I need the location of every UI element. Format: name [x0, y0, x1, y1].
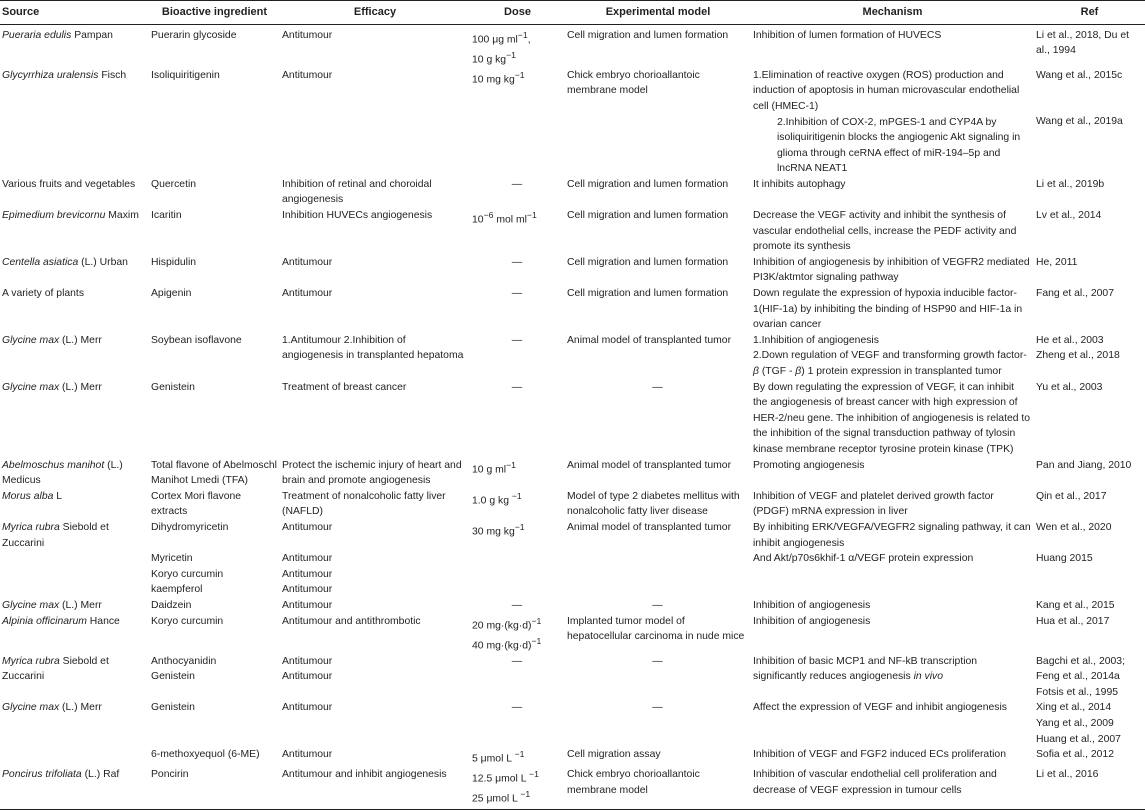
ref-cell: Qin et al., 2017	[1036, 490, 1107, 502]
ref-cell: Fang et al., 2007	[1036, 288, 1114, 300]
ref-cell: Li et al., 2018, Du et al., 1994	[1036, 29, 1129, 57]
efficacy-cell: 1.Antitumour 2.Inhibition of angiogenesis in transplanted hepatoma	[282, 334, 464, 362]
source-cell: Various fruits and vegetables	[2, 178, 136, 190]
table-row	[0, 551, 1145, 598]
mechanism-cell: 1.Inhibition of angiogenesis 2.Down regulation of VEGF and transforming growth factor-β (TGF - β) 1 protein expression in transplanted tumor	[753, 334, 1027, 377]
mechanism-cell: Inhibition of angiogenesis by inhibition of VEGFR2 mediated PI3K/aktmtor signaling pathway	[753, 256, 1030, 284]
efficacy-cell: Antitumour and inhibit angiogenesis	[280, 767, 470, 810]
mechanism-cell: And Akt/p70s6khif-1 α/VEGF protein expression	[753, 553, 974, 565]
model-cell: Cell migration and lumen formation	[567, 29, 729, 41]
efficacy-cell: Treatment of breast cancer	[282, 381, 407, 393]
ingredient-cell: Anthocyanidin Genistein	[151, 655, 217, 683]
mechanism-cell: Inhibition of vascular endothelial cell proliferation and decrease of VEGF expression in tumour cells	[751, 767, 1034, 810]
mechanism-cell: Decrease the VEGF activity and inhibit the synthesis of vascular endothelial cells, increase the PEDF activity and promote its synthesis	[753, 210, 1017, 253]
ingredient-cell: Myricetin Koryo curcumin kaempferol	[151, 553, 224, 596]
table-row	[0, 598, 1145, 614]
model-cell: Model of type 2 diabetes mellitus with nonalcoholic fatty liver disease	[567, 490, 740, 518]
dose-cell: 100 μg $ml^{-1}$, 10 g $kg^{-1}$	[472, 29, 531, 66]
table-row	[0, 286, 1145, 333]
model-cell: Implanted tumor model of hepatocellular carcinoma in nude mice	[567, 615, 745, 643]
mechanism-cell: Down regulate the expression of hypoxia inducible factor-1(HIF-1a) by inhibiting the binding of HSP90 and HIF-1a in ovarian cancer	[753, 288, 1023, 331]
ingredient-cell: 6-methoxyequol (6-ME)	[151, 749, 260, 761]
model-cell: —	[652, 599, 663, 611]
source-cell: Glycine max (L.) Merr	[2, 381, 102, 393]
model-cell: Cell migration and lumen formation	[567, 178, 729, 190]
source-cell: Myrica rubra Siebold et Zuccarini	[2, 655, 109, 683]
ingredient-cell: Poncirin	[149, 767, 280, 810]
model-cell: Chick embryo chorioallantoic membrane model	[565, 767, 751, 810]
model-cell: —	[652, 655, 663, 667]
table-row	[0, 208, 1145, 255]
mechanism-cell: It inhibits autophagy	[753, 178, 846, 190]
ref-cell: Huang 2015	[1036, 553, 1093, 565]
table-row	[0, 68, 1145, 177]
header-experimental-model: Experimental model	[565, 1, 751, 25]
ref-cell: Wen et al., 2020	[1036, 521, 1112, 533]
dose-cell: —	[511, 702, 523, 714]
ingredient-cell: Hispidulin	[151, 256, 197, 268]
dose-cell: 20 $mg\cdot(kg\cdot d)^{-1}$ 40 $mg\cdot(kg\cdot d)^{-1}$	[472, 615, 542, 652]
model-cell: Chick embryo chorioallantoic membrane model	[567, 69, 700, 97]
model-cell: Cell migration and lumen formation	[567, 210, 729, 222]
table-row	[0, 520, 1145, 551]
mechanism-cell: Inhibition of VEGF and FGF2 induced ECs proliferation	[753, 749, 1006, 761]
efficacy-cell: Protect the ischemic injury of heart and brain and promote angiogenesis	[282, 459, 462, 487]
source-cell: Alpinia officinarum Hance	[2, 615, 120, 627]
dose-cell: 1.0 g kg $^{-1}$	[472, 490, 522, 507]
mechanism-cell: Inhibition of basic MCP1 and NF-kB transcription significantly reduces angiogenesis in vivo	[753, 655, 978, 683]
efficacy-cell: Antitumour	[282, 69, 333, 81]
ingredient-cell: Genistein	[151, 702, 195, 714]
ingredient-cell: Isoliquiritigenin	[151, 69, 220, 81]
source-cell: Glycine max (L.) Merr	[2, 702, 102, 714]
ingredient-cell: Koryo curcumin	[151, 615, 224, 627]
table-row	[0, 767, 1145, 810]
ref-cell: He, 2011	[1036, 256, 1078, 268]
ingredient-cell: Quercetin	[151, 178, 197, 190]
mechanism-cell: By down regulating the expression of VEGF, it can inhibit the angiogenesis of breast cancer with high expression of HER-2/neu gene. The inhibition of angiogenesis is related to the inhibition of the signal transduction pathway of tylosin kinase membrane receptor tyrosine protein kinase (TPK)	[753, 381, 1031, 455]
source-cell	[0, 551, 149, 598]
model-cell: Animal model of transplanted tumor	[567, 459, 732, 471]
source-cell: Glycine max (L.) Merr	[2, 334, 102, 346]
table-row	[0, 654, 1145, 701]
ref-cell: Hua et al., 2017	[1036, 615, 1110, 627]
table-row	[0, 177, 1145, 208]
ref-cell: Bagchi et al., 2003; Feng et al., 2014a Fotsis et al., 1995	[1036, 655, 1125, 698]
mechanism-cell: 1.Elimination of reactive oxygen (ROS) production and induction of apoptosis in human microvascular endothelial cell (HMEC-1) 2.Inhibition of COX-2, mPGES-1 and CYP4A by isoliquiritigenin blocks the angiogenic Akt signaling in glioma through ceRNA effect of miR-194–5p and lncRNA NEAT1	[753, 69, 1021, 175]
ingredient-cell: Soybean isoflavone	[151, 334, 242, 346]
ref-cell: Pan and Jiang, 2010	[1036, 459, 1132, 471]
dose-cell: —	[511, 178, 523, 190]
efficacy-cell: Antitumour	[282, 702, 333, 714]
efficacy-cell: Antitumour	[282, 599, 333, 611]
efficacy-cell: Antitumour	[282, 749, 333, 761]
ref-cell: Lv et al., 2014	[1036, 210, 1102, 222]
mechanism-cell: By inhibiting ERK/VEGFA/VEGFR2 signaling pathway, it can inhibit angiogenesis	[753, 521, 1031, 549]
ref-cell: He et al., 2003 Zheng et al., 2018	[1036, 334, 1120, 362]
ref-cell: Yu et al., 2003	[1036, 381, 1103, 393]
source-cell: Morus alba L	[2, 490, 63, 502]
table-row	[0, 380, 1145, 458]
source-cell: A variety of plants	[2, 288, 85, 300]
table-row	[0, 614, 1145, 654]
model-cell: —	[652, 381, 663, 393]
table-row	[0, 700, 1145, 747]
model-cell	[565, 551, 751, 598]
efficacy-cell: Antitumour and antithrombotic	[282, 615, 421, 627]
model-cell: Cell migration and lumen formation	[567, 256, 729, 268]
header-bioactive-ingredient: Bioactive ingredient	[149, 1, 280, 25]
dose-cell: —	[511, 381, 523, 393]
ingredient-cell: Puerarin glycoside	[151, 29, 237, 41]
dose-cell: —	[511, 655, 523, 667]
ref-cell: Kang et al., 2015	[1036, 599, 1115, 611]
ingredient-cell: Daidzein	[151, 599, 192, 611]
efficacy-cell: Antitumour	[282, 288, 333, 300]
header-source: Source	[0, 1, 149, 25]
source-cell: Centella asiatica (L.) Urban	[2, 256, 128, 268]
dose-cell: —	[511, 256, 523, 268]
ingredient-cell: Apigenin	[151, 288, 192, 300]
mechanism-cell: Affect the expression of VEGF and inhibit angiogenesis	[753, 702, 1007, 714]
dose-cell: $10^{-6}$ mol $ml^{-1}$	[472, 210, 537, 226]
dose-cell: 10 g $ml^{-1}$	[472, 459, 516, 476]
source-cell: Epimedium brevicornu Maxim	[2, 210, 139, 222]
dose-cell: 30 mg $kg^{-1}$	[472, 521, 525, 538]
table-row	[0, 24, 1145, 68]
ref-cell: Li et al., 2019b	[1036, 178, 1105, 190]
efficacy-cell: Antitumour	[282, 29, 333, 41]
efficacy-cell: Antitumour Antitumour Antitumour	[282, 553, 333, 596]
model-cell: —	[652, 702, 663, 714]
model-cell: Animal model of transplanted tumor	[567, 334, 732, 346]
header-efficacy: Efficacy	[280, 1, 470, 25]
header-mechanism: Mechanism	[751, 1, 1034, 25]
efficacy-cell: Treatment of nonalcoholic fatty liver (NAFLD)	[282, 490, 446, 518]
header-dose: Dose	[470, 1, 565, 25]
model-cell: Cell migration assay	[567, 749, 661, 761]
mechanism-cell: Inhibition of VEGF and platelet derived growth factor (PDGF) mRNA expression in liver	[753, 490, 994, 518]
dose-cell: 12.5 μmol L $^{-1}$ 25 μmol L $^{-1}$	[470, 767, 565, 810]
efficacy-cell: Inhibition HUVECs angiogenesis	[282, 210, 433, 222]
dose-cell: 10 mg $kg^{-1}$	[472, 69, 525, 86]
ingredient-cell: Total flavone of Abelmoschl Manihot Lmedi (TFA)	[151, 459, 277, 487]
efficacy-cell: Antitumour Antitumour	[282, 655, 333, 683]
ingredient-cell: Dihydromyricetin	[151, 521, 229, 533]
table-row	[0, 458, 1145, 489]
ingredient-cell: Icaritin	[151, 210, 182, 222]
dose-cell: —	[511, 599, 523, 611]
dose-cell: 5 μmol L $^{-1}$	[472, 749, 525, 765]
table-row	[0, 255, 1145, 286]
header-row	[0, 1, 1145, 25]
source-cell: Glycyrrhiza uralensis Fisch	[2, 69, 127, 81]
ref-cell: Wang et al., 2015c Wang et al., 2019a	[1036, 69, 1123, 128]
ref-cell: Xing et al., 2014 Yang et al., 2009 Huang et al., 2007	[1036, 702, 1121, 745]
source-cell	[0, 747, 149, 767]
source-cell: Pueraria edulis Pampan	[2, 29, 113, 41]
header-ref: Ref	[1034, 1, 1145, 25]
table-row	[0, 489, 1145, 520]
dose-cell	[470, 551, 565, 598]
mechanism-cell: Inhibition of angiogenesis	[753, 599, 871, 611]
efficacy-cell: Inhibition of retinal and choroidal angiogenesis	[282, 178, 432, 206]
ref-cell: Sofia et al., 2012	[1036, 749, 1114, 761]
table-row	[0, 333, 1145, 380]
model-cell: Animal model of transplanted tumor	[567, 521, 732, 533]
source-cell: Abelmoschus manihot (L.) Medicus	[2, 459, 123, 487]
efficacy-cell: Antitumour	[282, 256, 333, 268]
dose-cell: —	[511, 288, 523, 300]
ref-cell: Li et al., 2016	[1034, 767, 1145, 810]
source-cell: Glycine max (L.) Merr	[2, 599, 102, 611]
dose-cell: —	[511, 334, 523, 346]
efficacy-cell: Antitumour	[282, 521, 333, 533]
ingredient-cell: Cortex Mori flavone extracts	[151, 490, 242, 518]
source-cell: Myrica rubra Siebold et Zuccarini	[2, 521, 109, 549]
ingredient-cell: Genistein	[151, 381, 195, 393]
table-row	[0, 747, 1145, 767]
mechanism-cell: Inhibition of angiogenesis	[753, 615, 871, 627]
source-cell: Poncirus trifoliata (L.) Raf	[0, 767, 149, 810]
mechanism-cell: Promoting angiogenesis	[753, 459, 865, 471]
model-cell: Cell migration and lumen formation	[567, 288, 729, 300]
mechanism-cell: Inhibition of lumen formation of HUVECS	[753, 29, 942, 41]
